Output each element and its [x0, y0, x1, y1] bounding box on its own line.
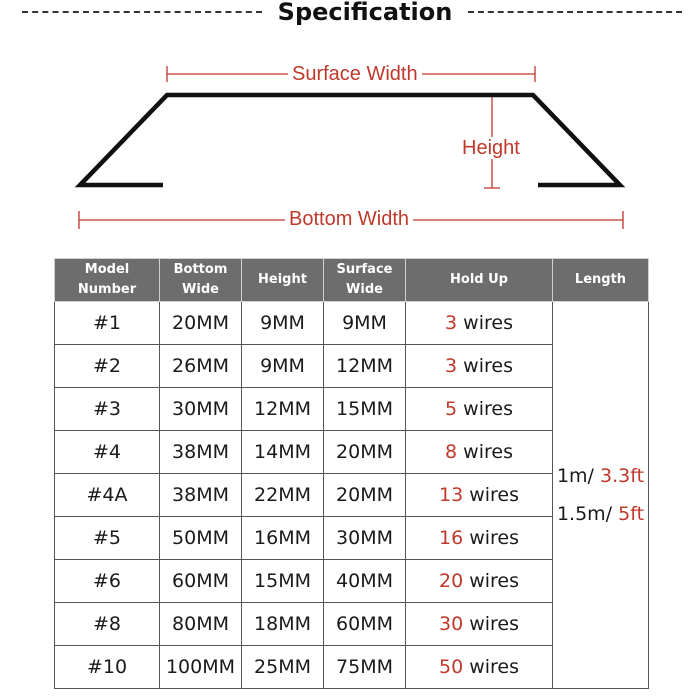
length-metric: 1.5m/ [556, 503, 619, 525]
hold-up-cell [406, 388, 553, 431]
bottom-wide-cell: 60MM [160, 560, 242, 603]
table-header-row [55, 259, 649, 302]
hold-up-count: 8 [445, 441, 458, 463]
bottom-wide-cell: 26MM [160, 345, 242, 388]
hold-up-count: 13 [438, 484, 464, 506]
header-text: Wide [346, 282, 383, 297]
bottom-wide-cell: 38MM [160, 431, 242, 474]
header-text: Surface [336, 262, 393, 277]
page-title: Specification [277, 0, 453, 26]
model-cell: #3 [55, 388, 160, 431]
surface-wide-cell: 75MM [324, 646, 406, 689]
header-text: Bottom [173, 262, 228, 277]
hold-up-cell [406, 302, 553, 345]
bottom-wide-cell: 30MM [160, 388, 242, 431]
surface-wide-cell: 15MM [324, 388, 406, 431]
height-cell: 16MM [242, 517, 324, 560]
model-cell: #4A [55, 474, 160, 517]
surface-wide-cell: 20MM [324, 474, 406, 517]
header-dashed-rule-left [22, 11, 262, 13]
hold-up-unit: wires [457, 312, 513, 334]
height-cell: 18MM [242, 603, 324, 646]
header-model-number [55, 259, 160, 302]
model-cell: #6 [55, 560, 160, 603]
model-cell: #4 [55, 431, 160, 474]
length-metric: 1m/ [556, 465, 600, 487]
hold-up-unit: wires [463, 570, 520, 592]
bottom-wide-cell: 50MM [160, 517, 242, 560]
hold-up-unit: wires [463, 484, 520, 506]
hold-up-unit: wires [457, 355, 513, 377]
hold-up-count: 5 [445, 398, 458, 420]
header-text: Model Number [77, 262, 137, 297]
hold-up-cell [406, 431, 553, 474]
surface-wide-cell: 60MM [324, 603, 406, 646]
bottom-wide-cell: 20MM [160, 302, 242, 345]
hold-up-unit: wires [457, 398, 513, 420]
hold-up-unit: wires [463, 613, 520, 635]
hold-up-cell [406, 474, 553, 517]
channel-profile-outline [80, 95, 620, 185]
hold-up-cell [406, 603, 553, 646]
surface-wide-cell: 9MM [324, 302, 406, 345]
bottom-wide-cell: 100MM [160, 646, 242, 689]
hold-up-count: 20 [438, 570, 464, 592]
model-cell: #8 [55, 603, 160, 646]
hold-up-count: 16 [438, 527, 464, 549]
header-bottom-wide [160, 259, 242, 302]
hold-up-count: 3 [445, 312, 458, 334]
model-cell: #10 [55, 646, 160, 689]
bottom-wide-cell: 38MM [160, 474, 242, 517]
height-cell: 12MM [242, 388, 324, 431]
hold-up-count: 50 [438, 656, 464, 678]
specification-table [54, 258, 649, 689]
height-cell: 9MM [242, 345, 324, 388]
surface-wide-cell: 20MM [324, 431, 406, 474]
model-cell: #5 [55, 517, 160, 560]
surface-wide-cell: 12MM [324, 345, 406, 388]
model-cell: #1 [55, 302, 160, 345]
hold-up-unit: wires [457, 441, 513, 463]
hold-up-unit: wires [463, 656, 520, 678]
height-cell: 25MM [242, 646, 324, 689]
header-text: Wide [182, 282, 219, 297]
surface-width-label: Surface Width [288, 63, 422, 85]
bottom-width-label: Bottom Width [285, 208, 413, 230]
height-cell: 22MM [242, 474, 324, 517]
surface-wide-cell: 40MM [324, 560, 406, 603]
length-cell [553, 302, 649, 689]
header-text: Length [574, 272, 627, 287]
length-imperial: 3.3ft [600, 465, 645, 487]
length-imperial: 5ft [618, 503, 645, 525]
header-text: Hold Up [450, 272, 508, 287]
header-height [242, 259, 324, 302]
hold-up-unit: wires [463, 527, 520, 549]
hold-up-cell [406, 646, 553, 689]
hold-up-count: 3 [445, 355, 458, 377]
height-cell: 15MM [242, 560, 324, 603]
header-dashed-rule-right [468, 11, 682, 13]
header-text: Height [258, 272, 307, 287]
header-length [553, 259, 649, 302]
table-row [55, 302, 649, 345]
hold-up-count: 30 [438, 613, 464, 635]
hold-up-cell [406, 345, 553, 388]
hold-up-cell [406, 560, 553, 603]
hold-up-cell [406, 517, 553, 560]
model-cell: #2 [55, 345, 160, 388]
height-label: Height [458, 137, 524, 159]
spec-header [0, 0, 700, 30]
bottom-wide-cell: 80MM [160, 603, 242, 646]
surface-wide-cell: 30MM [324, 517, 406, 560]
header-surface-wide [324, 259, 406, 302]
height-cell: 9MM [242, 302, 324, 345]
header-hold-up [406, 259, 553, 302]
height-cell: 14MM [242, 431, 324, 474]
